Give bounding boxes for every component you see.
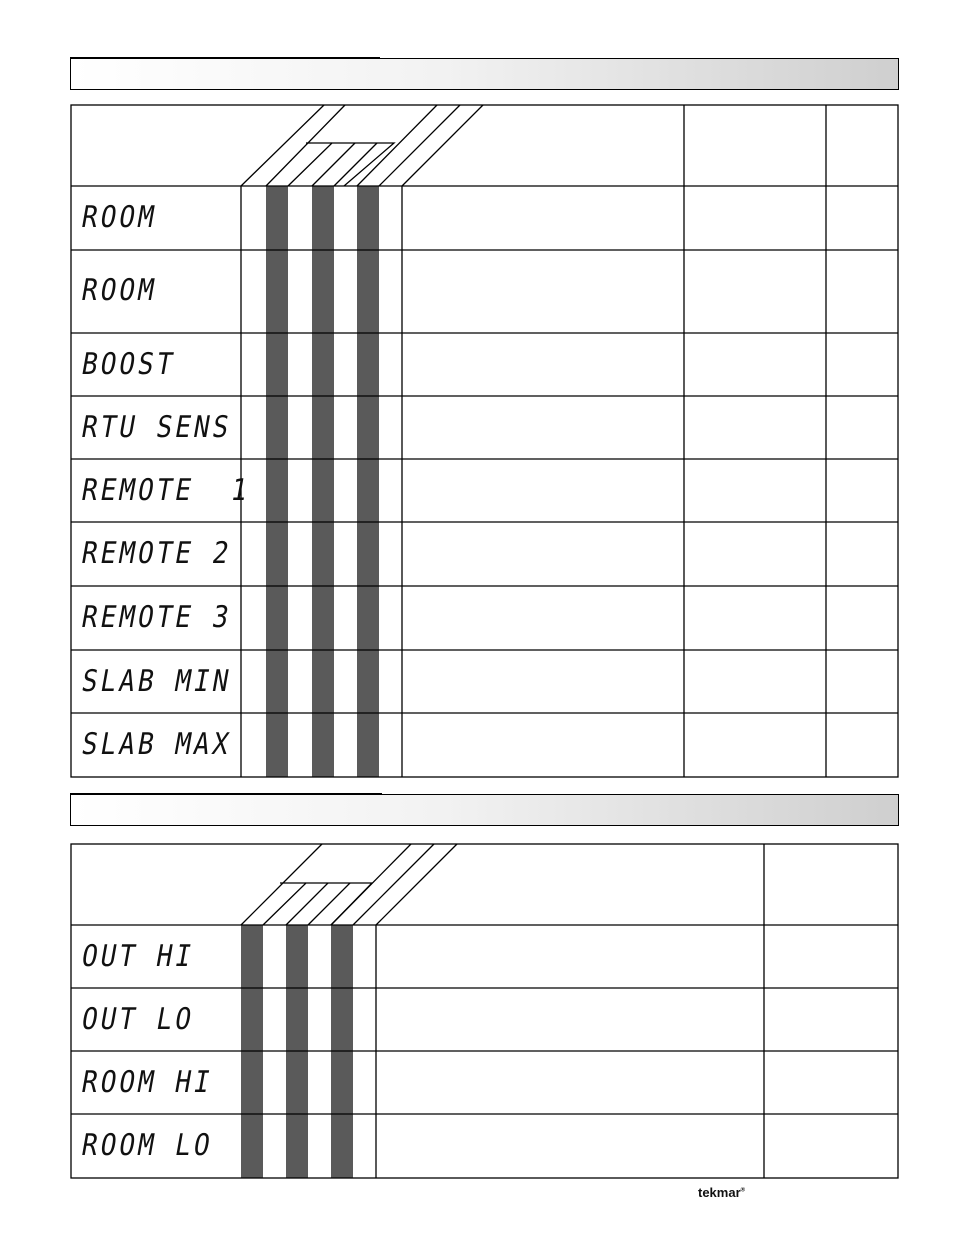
table-1-stripe-3	[357, 186, 379, 777]
table-1-row-9-label: SLAB MAX	[78, 727, 235, 763]
table-1-row-5-label: REMOTE 1	[78, 473, 253, 509]
table-2-row-2-label: OUT LO	[78, 1002, 197, 1038]
table-1-stripe-1	[266, 186, 288, 777]
table-1-row-7-label: REMOTE 3	[78, 600, 235, 636]
brand-name: tekmar	[698, 1185, 741, 1200]
table-2-row-4-label: ROOM LO	[78, 1128, 216, 1164]
table-1-row-6-label: REMOTE 2	[78, 536, 235, 572]
tekmar-logo	[698, 1185, 745, 1200]
table-1-row-2-label: ROOM	[78, 273, 160, 309]
table-1-row-1-label: ROOM	[78, 200, 160, 236]
brand-registered-mark: ®	[740, 1187, 746, 1194]
table-1-row-3-label: BOOST	[78, 347, 179, 383]
table-1-stripe-2	[312, 186, 334, 777]
table-1-row-8-label: SLAB MIN	[78, 664, 235, 700]
table-2-row-1-label: OUT HI	[78, 939, 197, 975]
table-1-row-4-label: RTU SENS	[78, 410, 235, 446]
table-2-row-3-label: ROOM HI	[78, 1065, 216, 1101]
